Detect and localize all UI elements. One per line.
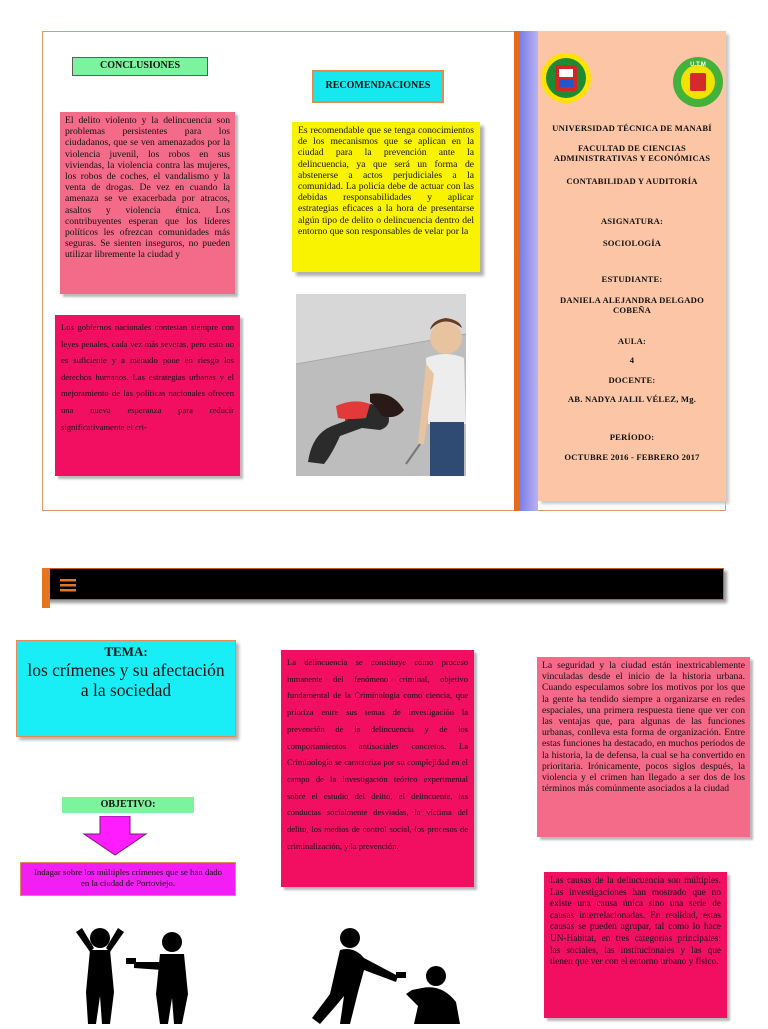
conclusion-text-box-1: El delito violento y la delincuencia son problemas persistentes para los ciudadanos, que se ven amenazados por la violencia juvenil, los robos en sus viviendas, la violencia contra las mujeres, los robos de coches, el vandalismo y la venta de drogas. De vez en cuando la amenaza se ve exacerbada por atracos, asaltos y violencia étnica. Los contribuyentes esperan que los líderes políticos les ofrezcan comunidades más seguras. Se sienten inseguros, no pueden utilizar libremente la ciudad y: [60, 112, 235, 294]
objetivo-heading: OBJETIVO:: [62, 797, 194, 813]
university-name: UNIVERSIDAD TÉCNICA DE MANABÍ: [552, 123, 712, 133]
docente-label: DOCENTE:: [608, 374, 656, 385]
page-divider-bar: [42, 568, 724, 600]
aula-label: AULA:: [617, 335, 647, 346]
university-seal-logo-left: [540, 52, 592, 104]
periodo-value: OCTUBRE 2016 - FEBRERO 2017: [564, 452, 700, 462]
asignatura-label: ASIGNATURA:: [600, 216, 664, 226]
seguridad-ciudad-text-box: La seguridad y la ciudad están inextricablemente vinculadas desde el inicio de la historia urbana. Cuando especulamos sobre los motivos por los que la gente ha tendido siempre a organizarse en redes espaciales, una primera respuesta tiene que ver con las ventajas que, para algunas de las funciones urbanas, conlleva esta forma de organización. Entre estas funciones ha destacado, en muchos períodos de la historia, la de defensa, la cual se ha convertido en prioritaria. Irónicamente, pocos siglos después, la violencia y el crimen han llegado a ser dos de los términos más comúnmente asociados a la ciudad: [537, 657, 750, 837]
conclusion-text-box-2: Los gobiernos nacionales contestan siempre con leyes penales, cada vez más severas, pero esto no es suficiente y a menudo pone en riesgo los derechos humanos. Las estrategias urbanas y el mejoramiento de las políticas nacionales ofrecen una nueva esperanza para reducir significativamente el cri-: [55, 315, 240, 476]
career-name: CONTABILIDAD Y AUDITORÍA: [566, 175, 698, 186]
utm-seal-logo-right: [672, 56, 724, 108]
criminologia-text-box: La delincuencia se constituye como proceso inmanente del fenómeno criminal, objetivo fundamental de la Criminología como ciencia, que prioriza entre sus temas de investigación la prevención de la delincuencia y de los comportamientos antisociales concretos. La Criminología se caracteriza por su complejidad en el campo de la investigación teórico experimental sobre el estudio del delito, el delincuente, las conductas socialmente desviadas, la víctima del delito, los medios de control social, los procesos de criminalización, y la prevención.: [281, 650, 474, 887]
objetivo-arrow-icon: [82, 816, 148, 856]
attack-silhouette-icon: [310, 922, 470, 1024]
estudiante-label: ESTUDIANTE:: [601, 274, 663, 284]
crime-scene-illustration: [296, 294, 466, 476]
objetivo-text-box: Indagar sobre los múltiples crímenes que se han dado en la ciudad de Portoviejo.: [20, 862, 236, 896]
menu-icon[interactable]: [60, 577, 78, 593]
aula-value: 4: [629, 355, 635, 365]
estudiante-value: DANIELA ALEJANDRA DELGADO COBEÑA: [560, 294, 704, 315]
tema-box: [16, 640, 236, 737]
periodo-label: PERÍODO:: [609, 431, 655, 442]
fold-spine-shadow: [520, 31, 538, 511]
utm-logo-text: U.T.M: [690, 62, 706, 68]
recomendaciones-heading: RECOMENDACIONES: [312, 70, 444, 103]
tema-label: TEMA:: [104, 644, 148, 659]
asignatura-value: SOCIOLOGÍA: [602, 237, 662, 248]
causas-delincuencia-text-box: Las causas de la delincuencia son múltiples. Las investigaciones han mostrado que no existe una causa única sino una serie de causas interrelacionadas. En realidad, estas causas se pueden agrupar, tal como lo hace UN-Habitat, en tres categorías principales: las sociales, las institucionales y las que tienen que ver con el entorno urbano y físico.: [544, 872, 727, 1018]
recomendacion-text-box: Es recomendable que se tenga conocimientos de los mecanismos que se aplican en la ciudad para la prevención ante la delincuencia, ya que será un forma de abstenerse a actos perjudiciales a la comunidad. La policía debe de actuar con las debidas responsabilidades y aplicar estrategias eficaces a la hora de presentarse algún tipo de delito o delincuencia dentro del entorno que son responsables de velar por la: [292, 122, 480, 272]
conclusiones-heading: CONCLUSIONES: [72, 57, 208, 76]
docente-value: AB. NADYA JALIL VÉLEZ, Mg.: [567, 394, 697, 404]
faculty-name: FACULTAD DE CIENCIAS ADMINISTRATIVAS Y ECONÓMICAS: [553, 142, 711, 163]
tema-title: los crímenes y su afectación a la sociedad: [27, 660, 225, 700]
divider-accent: [42, 568, 50, 608]
robbery-silhouette-icon: [74, 922, 194, 1024]
